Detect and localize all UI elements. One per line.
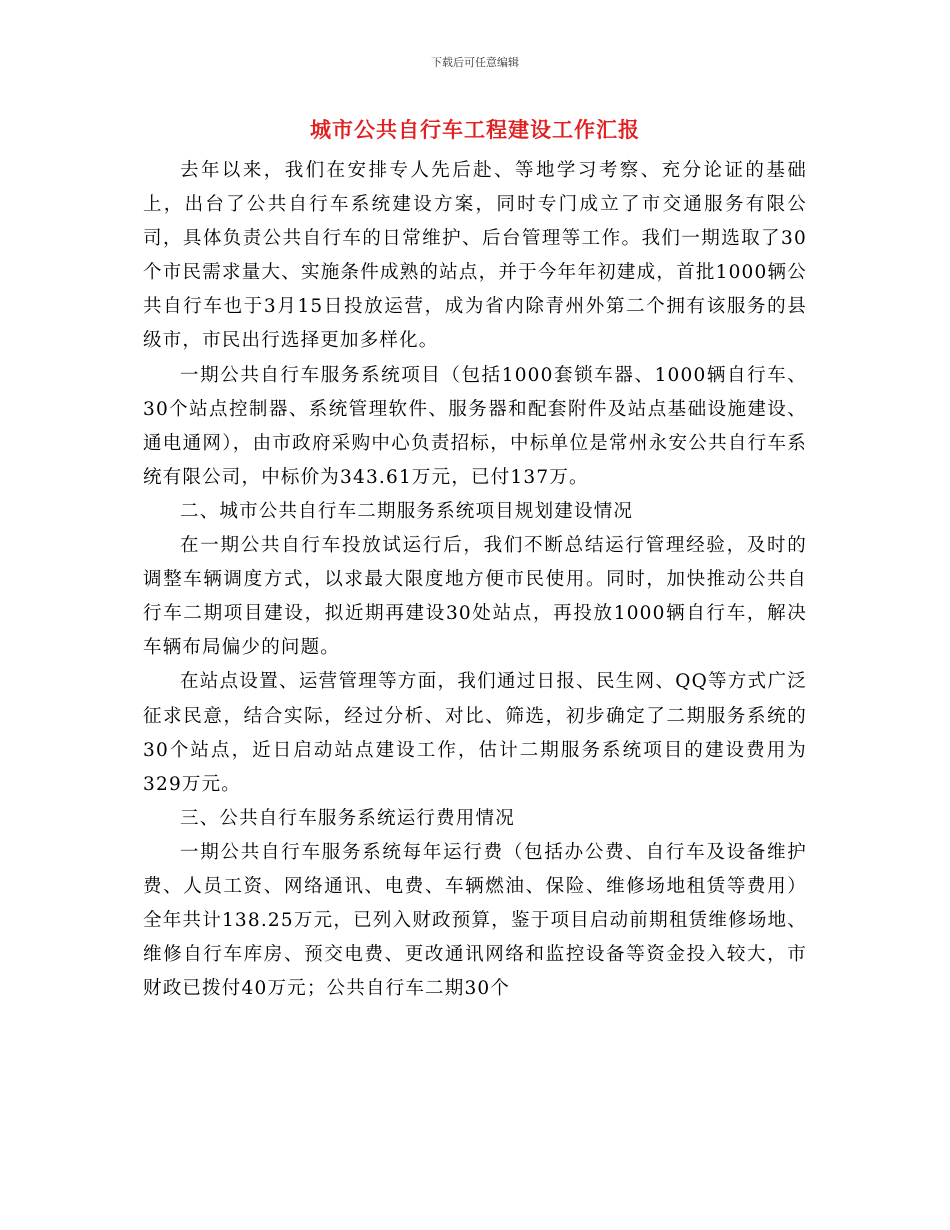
document-body — [143, 154, 807, 1006]
paragraph: 在站点设置、运营管理等方面，我们通过日报、民生网、QQ等方式广泛征求民意，结合实际，经过分析、对比、筛选，初步确定了二期服务系统的30个站点，近日启动站点建设工作，估计二期服务系统项目的建设费用为329万元。 — [143, 671, 807, 795]
document-title: 城市公共自行车工程建设工作汇报 — [310, 118, 640, 142]
section-heading: 二、城市公共自行车二期服务系统项目规划建设情况 — [180, 500, 634, 522]
section-heading: 三、公共自行车服务系统运行费用情况 — [180, 807, 515, 829]
paragraph: 一期公共自行车服务系统项目（包括1000套锁车器、1000辆自行车、30个站点控制器、系统管理软件、服务器和配套附件及站点基础设施建设、通电通网），由市政府采购中心负责招标，中标单位是常州永安公共自行车系统有限公司，中标价为343.61万元，已付137万。 — [143, 364, 807, 488]
paragraph: 一期公共自行车服务系统每年运行费（包括办公费、自行车及设备维护费、人员工资、网络通讯、电费、车辆燃油、保险、维修场地租赁等费用）全年共计138.25万元，已列入财政预算，鉴于项目启动前期租赁维修场地、维修自行车库房、预交电费、更改通讯网络和监控设备等资金投入较大，市财政已拨付40万元；公共自行车二期30个 — [143, 841, 807, 1000]
header-note: 下载后可任意编辑 — [431, 56, 519, 69]
paragraph: 去年以来，我们在安排专人先后赴、等地学习考察、充分论证的基础上，出台了公共自行车系统建设方案，同时专门成立了市交通服务有限公司，具体负责公共自行车的日常维护、后台管理等工作。我们一期选取了30个市民需求量大、实施条件成熟的站点，并于今年年初建成，首批1000辆公共自行车也于3月15日投放运营，成为省内除青州外第二个拥有该服务的县级市，市民出行选择更加多样化。 — [143, 160, 807, 352]
paragraph: 在一期公共自行车投放试运行后，我们不断总结运行管理经验，及时的调整车辆调度方式，以求最大限度地方便市民使用。同时，加快推动公共自行车二期项目建设，拟近期再建设30处站点，再投放1000辆自行车，解决车辆布局偏少的问题。 — [143, 535, 807, 659]
